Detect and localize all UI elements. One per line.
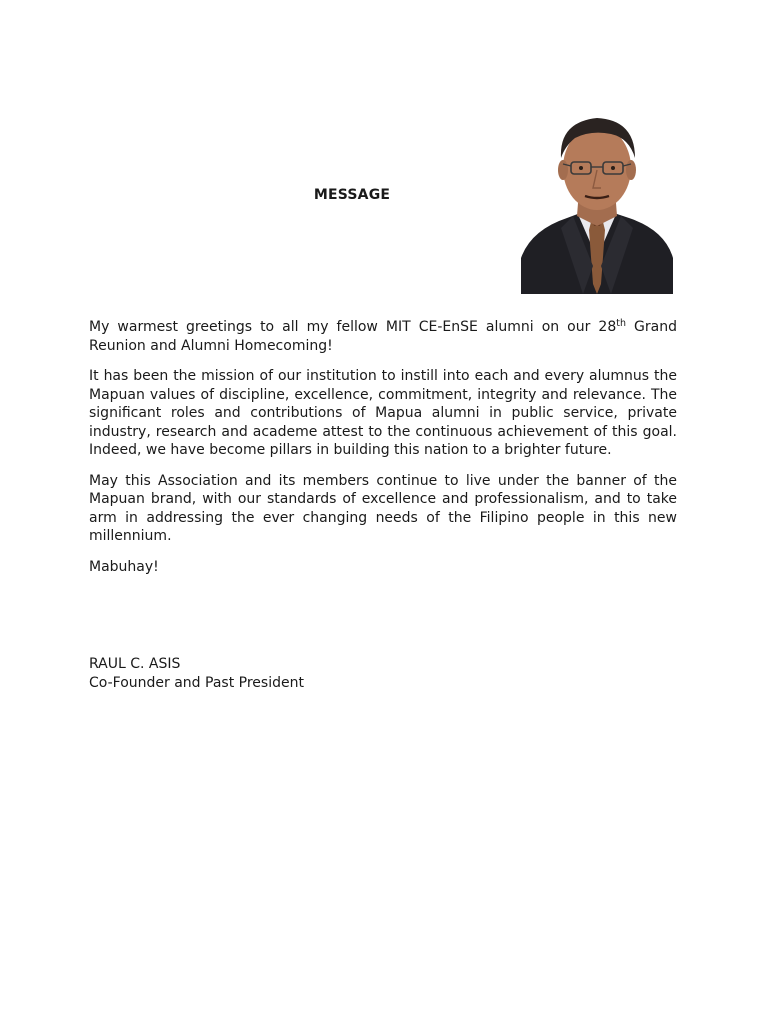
signatory-name: RAUL C. ASIS: [89, 656, 181, 672]
page-title: MESSAGE: [313, 187, 391, 203]
signatory-position: Co-Founder and Past President: [89, 675, 304, 691]
portrait-photo: [521, 108, 673, 294]
paragraph-association: May this Association and its members continue to live under the banner of the Mapuan brand, with our standards of excellence and professionalism, and to take arm in addressing the ever changing needs of the Filipino people in this new millennium.: [89, 472, 677, 544]
paragraph-closing: Mabuhay!: [89, 558, 159, 575]
greeting-text-start: My warmest greetings to all my fellow MIT CE-EnSE alumni on our 28: [89, 319, 617, 335]
greeting-text-end: Grand Reunion and Alumni Homecoming!: [89, 319, 677, 354]
paragraph-greeting: [89, 318, 677, 355]
paragraph-mission: It has been the mission of our institution to instill into each and every alumnus the Mapuan values of discipline, excellence, commitment, integrity and relevance. The significant roles and contributions of Mapua alumni in public service, private industry, research and academe attest to the continuous achievement of this goal. Indeed, we have become pillars in building this nation to a brighter future.: [89, 368, 677, 458]
portrait-illustration: [521, 108, 673, 294]
ordinal-superscript: th: [616, 318, 626, 329]
message-body: [89, 318, 677, 576]
signature-block: [89, 655, 489, 693]
